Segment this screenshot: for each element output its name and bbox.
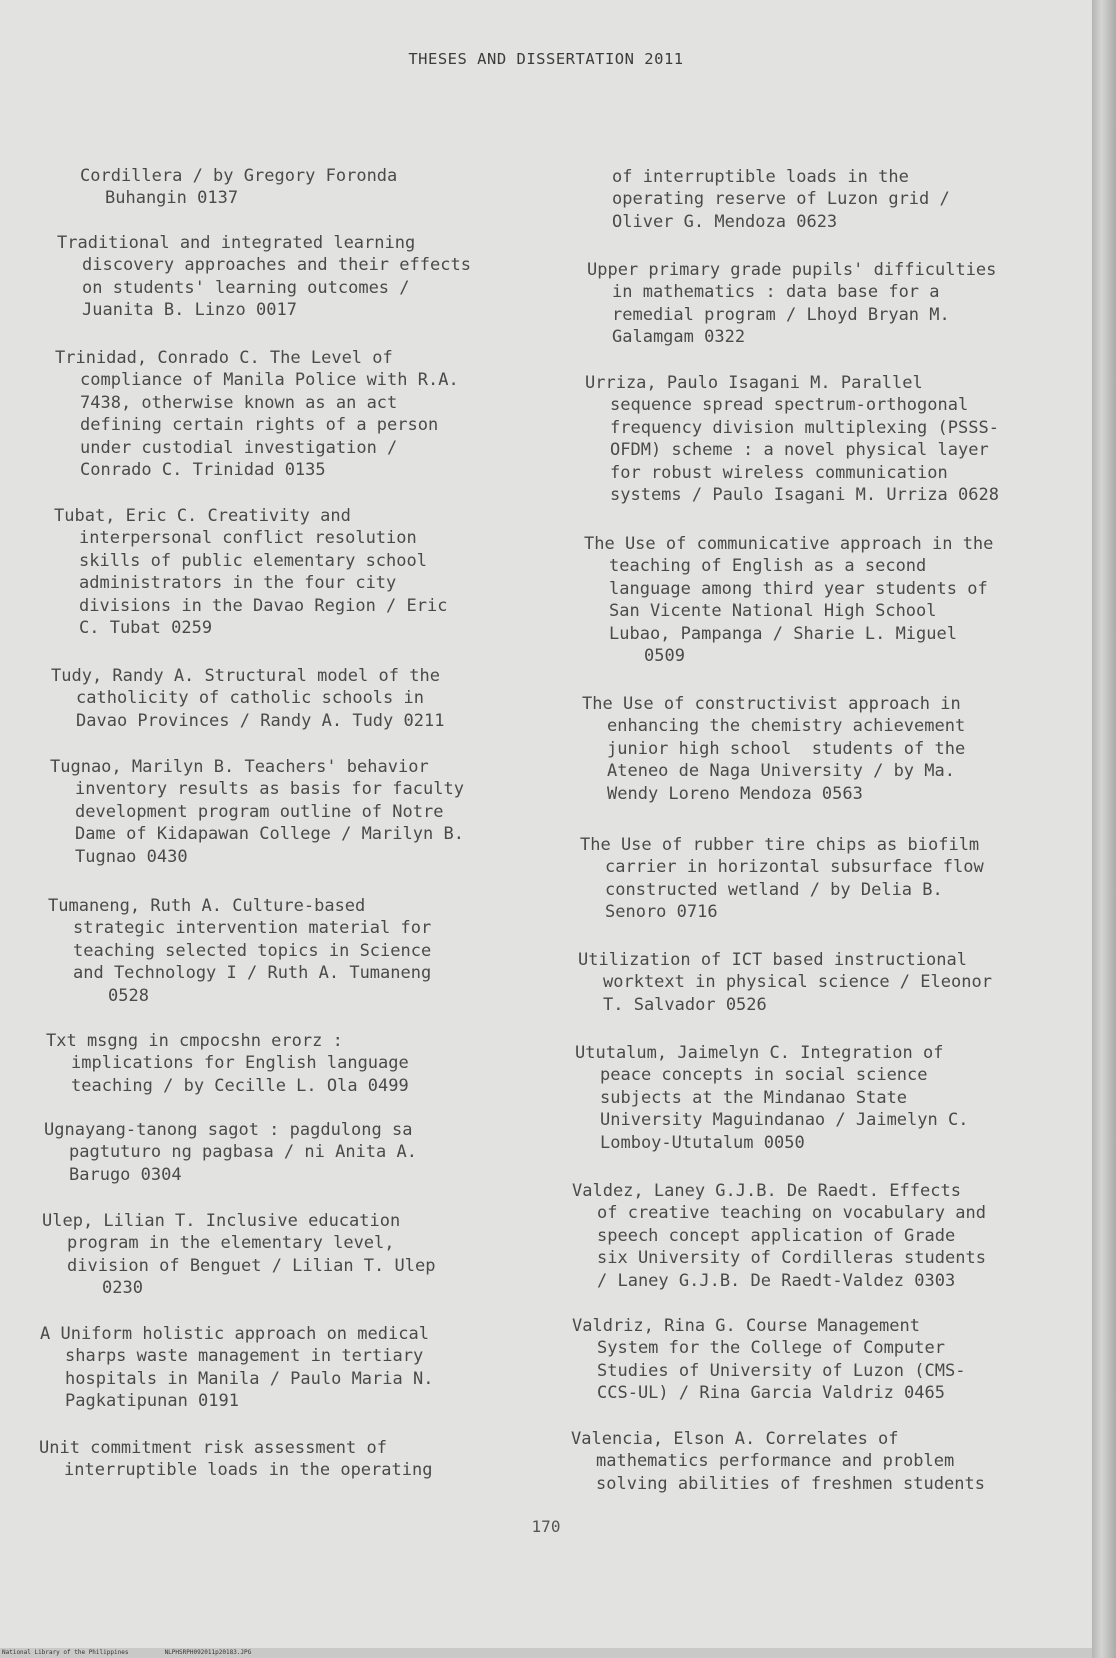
entry-line: Davao Provinces / Randy A. Tudy 0211 (76, 710, 445, 731)
entry-line: strategic intervention material for (73, 918, 432, 939)
entry-line: language among third year students of (609, 578, 988, 599)
entry-line: carrier in horizontal subsurface flow (605, 857, 984, 878)
entry-line: University Maguindanao / Jaimelyn C. (600, 1110, 969, 1131)
entry-line: Lubao, Pampanga / Sharie L. Miguel (609, 623, 957, 644)
left-column-entry (44, 1119, 417, 1186)
entry-line: Txt msgng in cmpocshn erorz : (46, 1031, 343, 1051)
right-column-entry (571, 1428, 985, 1495)
left-column-entry (55, 347, 459, 481)
entry-line: teaching / by Cecille L. Ola 0499 (71, 1075, 409, 1096)
entry-line: Dame of Kidapawan College / Marilyn B. (75, 824, 464, 845)
entry-line: Senoro 0716 (605, 902, 718, 923)
entry-line: Urriza, Paulo Isagani M. Parallel (585, 373, 923, 393)
entry-line: Utilization of ICT based instructional (578, 950, 967, 970)
entry-line: 0230 (102, 1278, 143, 1299)
left-column-entry (51, 665, 444, 732)
left-column-entry (57, 232, 471, 322)
entry-line: Studies of University of Luzon (CMS- (597, 1360, 966, 1381)
entry-line: Barugo 0304 (69, 1164, 182, 1185)
entry-line: catholicity of catholic schools in (76, 688, 424, 709)
entry-line: systems / Paulo Isagani M. Urriza 0628 (610, 485, 999, 506)
entry-line: Tugnao, Marilyn B. Teachers' behavior (50, 757, 429, 777)
entry-line: San Vicente National High School (609, 601, 937, 622)
entry-line: remedial program / Lhoyd Bryan M. (612, 304, 950, 325)
entry-line: Upper primary grade pupils' difficulties (587, 260, 997, 280)
right-column-entry (587, 259, 996, 349)
entry-line: operating reserve of Luzon grid / (612, 189, 950, 210)
left-column-entry (54, 505, 447, 639)
entry-line: program in the elementary level, (67, 1233, 395, 1254)
entry-line: mathematics performance and problem (596, 1451, 955, 1472)
entry-line: development program outline of Notre (75, 801, 444, 822)
entry-line: CCS-UL) / Rina Garcia Valdriz 0465 (597, 1383, 945, 1404)
entry-line: solving abilities of freshmen students (596, 1473, 985, 1494)
page-edge-shadow (1092, 0, 1116, 1658)
entry-line: 0528 (108, 985, 149, 1006)
entry-line: Valdriz, Rina G. Course Management (572, 1316, 920, 1336)
entry-line: Galamgam 0322 (612, 327, 746, 348)
entry-line: OFDM) scheme : a novel physical layer (610, 440, 989, 461)
entry-line: Trinidad, Conrado C. The Level of (55, 348, 393, 368)
entry-line: Wendy Loreno Mendoza 0563 (607, 783, 863, 804)
entry-line: teaching of English as a second (609, 556, 927, 577)
entry-line: Conrado C. Trinidad 0135 (80, 460, 326, 481)
entry-line: Buhangin 0137 (105, 188, 239, 209)
right-column-entry (612, 166, 950, 233)
entry-line: Tugnao 0430 (75, 846, 188, 867)
entry-line: 7438, otherwise known as an act (80, 392, 398, 413)
entry-line: peace concepts in social science (600, 1065, 928, 1086)
entry-line: divisions in the Davao Region / Eric (79, 595, 448, 616)
entry-line: pagtuturo ng pagbasa / ni Anita A. (69, 1142, 417, 1163)
entry-line: sharps waste management in tertiary (65, 1346, 424, 1367)
right-column-entry (584, 533, 993, 667)
entry-line: The Use of rubber tire chips as biofilm (580, 835, 980, 855)
entry-line: Juanita B. Linzo 0017 (82, 300, 297, 321)
right-column-entry (575, 1042, 968, 1154)
entry-line: on students' learning outcomes / (82, 277, 410, 298)
entry-line: Traditional and integrated learning (57, 233, 416, 253)
entry-line: 0509 (644, 646, 685, 667)
entry-line: Tudy, Randy A. Structural model of the (51, 666, 440, 686)
left-column-entry (40, 1323, 433, 1413)
entry-line: C. Tubat 0259 (79, 618, 213, 639)
left-column-entry (46, 1030, 409, 1097)
entry-line: enhancing the chemistry achievement (607, 716, 966, 737)
entry-line: Tubat, Eric C. Creativity and (54, 506, 351, 526)
entry-line: interpersonal conflict resolution (79, 528, 417, 549)
entry-line: Ulep, Lilian T. Inclusive education (42, 1211, 401, 1231)
entry-line: Lomboy-Ututalum 0050 (600, 1132, 805, 1153)
left-column-entry (50, 756, 464, 868)
page-number: 170 (531, 1517, 561, 1536)
entry-line: administrators in the four city (79, 573, 397, 594)
entry-line: hospitals in Manila / Paulo Maria N. (65, 1368, 434, 1389)
entry-line: The Use of constructivist approach in (582, 694, 961, 714)
entry-line: Valdez, Laney G.J.B. De Raedt. Effects (572, 1181, 961, 1201)
entry-line: sequence spread spectrum-orthogonal (610, 395, 969, 416)
entry-line: constructed wetland / by Delia B. (605, 879, 943, 900)
right-column-entry (572, 1180, 986, 1292)
entry-line: worktext in physical science / Eleonor (603, 972, 992, 993)
entry-line: inventory results as basis for faculty (75, 779, 464, 800)
scan-footer (2, 1649, 251, 1656)
entry-line: skills of public elementary school (79, 550, 427, 571)
right-column-entry (582, 693, 965, 805)
left-column-entry (42, 1210, 435, 1300)
right-column-entry (580, 834, 984, 924)
footer-file: NLPHSRPH092011p20183.JPG (164, 1649, 252, 1656)
entry-line: in mathematics : data base for a (612, 282, 940, 303)
right-column-entry (578, 949, 992, 1016)
left-column-entry (48, 895, 431, 1007)
entry-line: six University of Cordilleras students (597, 1248, 986, 1269)
right-column-entry (572, 1315, 965, 1405)
entry-line: Ututalum, Jaimelyn C. Integration of (575, 1043, 944, 1063)
page-header: THESES AND DISSERTATION 2011 (408, 50, 684, 68)
entry-line: Cordillera / by Gregory Foronda (80, 166, 398, 186)
entry-line: Ateneo de Naga University / by Ma. (607, 761, 955, 782)
entry-line: System for the College of Computer (597, 1338, 945, 1359)
entry-line: junior high school students of the (607, 738, 966, 759)
entry-line: for robust wireless communication (610, 462, 948, 483)
right-column-entry (585, 372, 999, 506)
entry-line: teaching selected topics in Science (73, 940, 432, 961)
footer-library: National Library of the Philippines (2, 1649, 129, 1656)
left-column-entry (39, 1437, 432, 1482)
entry-line: and Technology I / Ruth A. Tumaneng (73, 963, 432, 984)
entry-line: defining certain rights of a person (80, 415, 439, 436)
entry-line: / Laney G.J.B. De Raedt-Valdez 0303 (597, 1270, 956, 1291)
entry-line: interruptible loads in the operating (64, 1460, 433, 1481)
entry-line: Oliver G. Mendoza 0623 (612, 211, 838, 232)
entry-line: Pagkatipunan 0191 (65, 1391, 239, 1412)
entry-line: Valencia, Elson A. Correlates of (571, 1429, 899, 1449)
entry-line: discovery approaches and their effects (82, 255, 471, 276)
entry-line: under custodial investigation / (80, 437, 398, 458)
entry-line: compliance of Manila Police with R.A. (80, 370, 459, 391)
entry-line: subjects at the Mindanao State (600, 1087, 908, 1108)
entry-line: of interruptible loads in the (612, 167, 909, 187)
entry-line: A Uniform holistic approach on medical (40, 1324, 429, 1344)
entry-line: T. Salvador 0526 (603, 994, 767, 1015)
entry-line: The Use of communicative approach in the (584, 534, 994, 554)
entry-line: implications for English language (71, 1053, 409, 1074)
entry-line: division of Benguet / Lilian T. Ulep (67, 1255, 436, 1276)
entry-line: of creative teaching on vocabulary and (597, 1203, 986, 1224)
entry-line: speech concept application of Grade (597, 1225, 956, 1246)
entry-line: Unit commitment risk assessment of (39, 1438, 387, 1458)
left-column-entry (80, 165, 397, 210)
entry-line: frequency division multiplexing (PSSS- (610, 417, 999, 438)
entry-line: Ugnayang-tanong sagot : pagdulong sa (44, 1120, 413, 1140)
entry-line: Tumaneng, Ruth A. Culture-based (48, 896, 366, 916)
